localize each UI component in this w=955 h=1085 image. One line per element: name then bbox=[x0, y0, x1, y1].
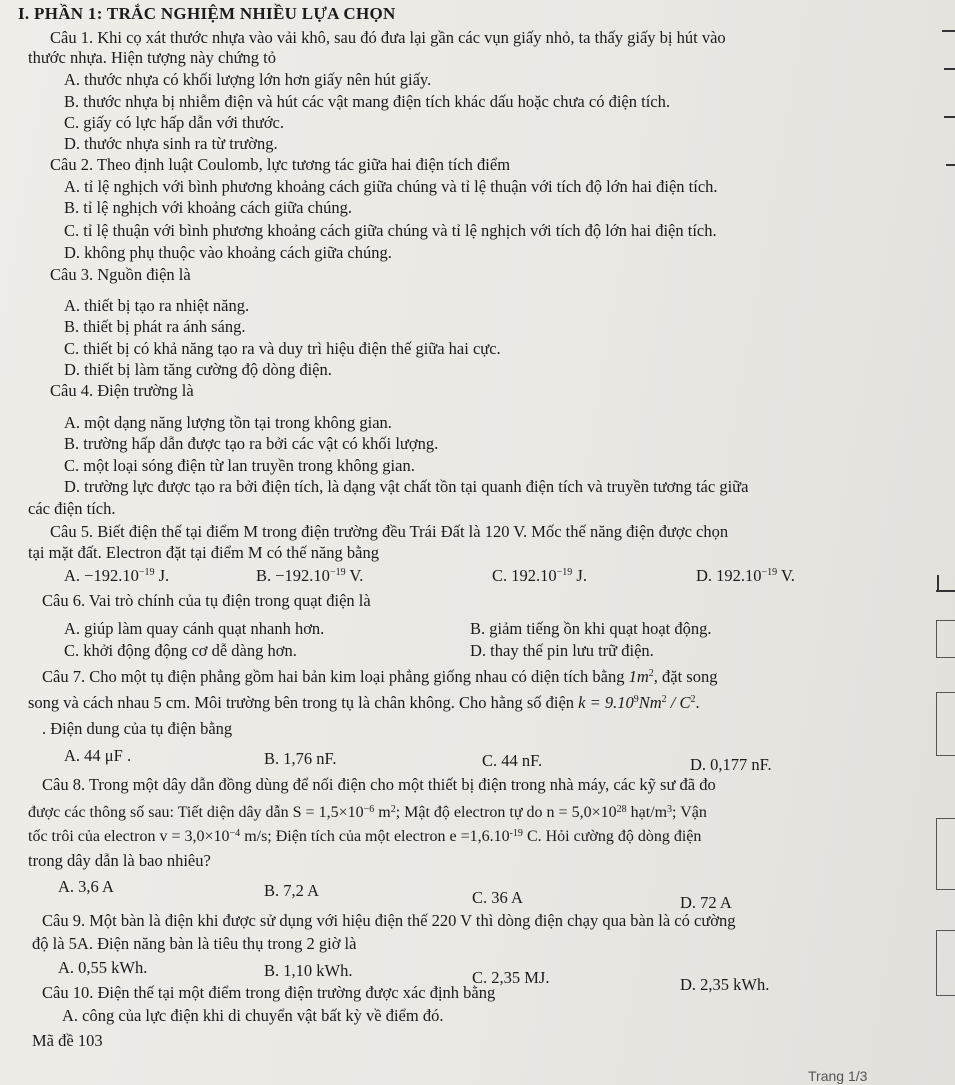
question-4-option-b: B. trường hấp dẫn được tạo ra bởi các vật có khối lượng. bbox=[64, 434, 439, 453]
question-8-stem-end: trong dây dẫn là bao nhiêu? bbox=[28, 851, 211, 870]
question-3-option-a: A. thiết bị tạo ra nhiệt năng. bbox=[64, 296, 250, 315]
question-9-stem-cont: độ là 5A. Điện năng bàn là tiêu thụ trong 2 giờ là bbox=[32, 934, 357, 953]
edge-mark bbox=[937, 575, 939, 591]
question-10-option-a: A. công của lực điện khi di chuyển vật bất kỳ về điểm đó. bbox=[62, 1006, 444, 1025]
question-8-option-a: A. 3,6 A bbox=[58, 877, 114, 896]
question-7-stem: Câu 7. Cho một tụ điện phẳng gồm hai bản kim loại phẳng giống nhau có diện tích bằng $1m^2$, đặt song bbox=[42, 667, 718, 686]
question-3-option-c: C. thiết bị có khả năng tạo ra và duy trì hiệu điện thế giữa hai cực. bbox=[64, 339, 501, 358]
question-5-option-a: A. $-192.10^{-19}$ J. bbox=[64, 566, 170, 585]
question-4-stem: Câu 4. Điện trường là bbox=[50, 381, 194, 400]
question-2-option-d: D. không phụ thuộc vào khoảng cách giữa chúng. bbox=[64, 243, 392, 262]
question-8-option-b: B. 7,2 A bbox=[264, 881, 320, 900]
question-1-option-c: C. giấy có lực hấp dẫn với thước. bbox=[64, 113, 284, 132]
question-2-stem: Câu 2. Theo định luật Coulomb, lực tương tác giữa hai điện tích điểm bbox=[50, 155, 511, 174]
question-1-option-d: D. thước nhựa sinh ra từ trường. bbox=[64, 134, 278, 153]
section-title: I. PHẦN 1: TRẮC NGHIỆM NHIỀU LỰA CHỌN bbox=[18, 4, 396, 23]
question-7-option-c: C. 44 nF. bbox=[482, 751, 543, 770]
question-4-option-c: C. một loại sóng điện từ lan truyền trong không gian. bbox=[64, 456, 415, 475]
edge-mark bbox=[946, 164, 955, 166]
question-8-option-c: C. 36 A bbox=[472, 888, 523, 907]
edge-frame bbox=[936, 818, 955, 890]
question-5-option-b: B. $-192.10^{-19}$ V. bbox=[256, 566, 364, 585]
question-4-option-a: A. một dạng năng lượng tồn tại trong không gian. bbox=[64, 413, 392, 432]
question-1-option-b: B. thước nhựa bị nhiễm điện và hút các vật mang điện tích khác dấu hoặc chưa có điện tích. bbox=[64, 92, 670, 111]
question-6-option-a: A. giúp làm quay cánh quạt nhanh hơn. bbox=[64, 619, 325, 638]
question-5-stem: Câu 5. Biết điện thế tại điểm M trong điện trường đều Trái Đất là 120 V. Mốc thế năng điện được chọn bbox=[50, 522, 729, 541]
question-2-option-c: C. tỉ lệ thuận với bình phương khoảng cách giữa chúng và tỉ lệ nghịch với tích độ lớn hai điện tích. bbox=[64, 221, 717, 240]
question-8-stem: Câu 8. Trong một dây dẫn đồng dùng để nối điện cho một thiết bị điện trong nhà máy, các kỹ sư đã đo bbox=[42, 775, 716, 794]
question-9-option-d: D. 2,35 kWh. bbox=[680, 975, 770, 994]
question-6-option-c: C. khởi động động cơ dễ dàng hơn. bbox=[64, 641, 297, 660]
question-7-option-d: D. 0,177 nF. bbox=[690, 755, 772, 774]
question-2-option-a: A. tỉ lệ nghịch với bình phương khoảng cách giữa chúng và tỉ lệ thuận với tích độ lớn hai điện tích. bbox=[64, 177, 718, 196]
edge-mark bbox=[936, 590, 955, 592]
question-3-option-d: D. thiết bị làm tăng cường độ dòng điện. bbox=[64, 360, 332, 379]
edge-frame bbox=[936, 620, 955, 658]
question-9-option-c: C. 2,35 MJ. bbox=[472, 968, 550, 987]
page-number: Trang 1/3 bbox=[808, 1068, 868, 1084]
question-9-option-a: A. 0,55 kWh. bbox=[58, 958, 148, 977]
question-6-option-b: B. giảm tiếng ồn khi quạt hoạt động. bbox=[470, 619, 712, 638]
question-8-stem-cont: được các thông số sau: Tiết diện dây dẫn $S = 1,5\times 10^{-6}$ $m^2$; Mật độ electron tự do $n = 5,0\times 10^{28}$ hạt/$m^3$; Vận bbox=[28, 804, 707, 821]
edge-frame bbox=[936, 692, 955, 756]
question-2-option-b: B. tỉ lệ nghịch với khoảng cách giữa chúng. bbox=[64, 198, 353, 217]
question-10-stem: Câu 10. Điện thế tại một điểm trong điện trường được xác định bằng bbox=[42, 983, 496, 1002]
question-4-option-d: D. trường lực được tạo ra bởi điện tích, là dạng vật chất tồn tại quanh điện tích và truyền tương tác giữa bbox=[64, 477, 749, 496]
exam-code: Mã đề 103 bbox=[32, 1031, 103, 1050]
question-1-option-a: A. thước nhựa có khối lượng lớn hơn giấy nên hút giấy. bbox=[64, 70, 432, 89]
question-7-stem-end: . Điện dung của tụ điện bằng bbox=[42, 719, 233, 738]
edge-mark bbox=[942, 30, 955, 32]
question-7-stem-cont: song và cách nhau 5 cm. Môi trường bên trong tụ là chân không. Cho hằng số điện $k = 9.10^9Nm^2 / C^2$. bbox=[28, 693, 700, 712]
question-5-option-c: C. $192.10^{-19}$ J. bbox=[492, 566, 587, 585]
question-7-option-a: A. 44 μF . bbox=[64, 746, 132, 765]
edge-mark bbox=[944, 116, 955, 118]
question-3-stem: Câu 3. Nguồn điện là bbox=[50, 265, 191, 284]
question-9-stem: Câu 9. Một bàn là điện khi được sử dụng với hiệu điện thế 220 V thì dòng điện chạy qua bàn là có cường bbox=[42, 911, 736, 930]
question-6-option-d: D. thay thế pin lưu trữ điện. bbox=[470, 641, 654, 660]
edge-frame bbox=[936, 930, 955, 996]
edge-mark bbox=[944, 68, 955, 70]
question-4-option-d-cont: các điện tích. bbox=[28, 499, 116, 518]
question-6-stem: Câu 6. Vai trò chính của tụ điện trong quạt điện là bbox=[42, 591, 371, 610]
question-8-option-d: D. 72 A bbox=[680, 893, 732, 912]
question-5-stem-cont: tại mặt đất. Electron đặt tại điểm M có thế năng bằng bbox=[28, 543, 379, 562]
question-9-option-b: B. 1,10 kWh. bbox=[264, 961, 353, 980]
question-1-stem: Câu 1. Khi cọ xát thước nhựa vào vải khô, sau đó đưa lại gần các vụn giấy nhỏ, ta thấy giấy bị hút vào bbox=[50, 28, 726, 47]
question-1-stem-cont: thước nhựa. Hiện tượng này chứng tỏ bbox=[28, 48, 276, 67]
question-7-option-b: B. 1,76 nF. bbox=[264, 749, 337, 768]
question-3-option-b: B. thiết bị phát ra ánh sáng. bbox=[64, 317, 246, 336]
question-8-stem-cont-2: tốc trôi của electron $v = 3,0\times 10^{-4}$ m/s; Điện tích của một electron $e =1,6.10^{-19}$ C. Hỏi cường độ dòng điện bbox=[28, 828, 702, 845]
question-5-option-d: D. $192.10^{-19}$ V. bbox=[696, 566, 795, 585]
